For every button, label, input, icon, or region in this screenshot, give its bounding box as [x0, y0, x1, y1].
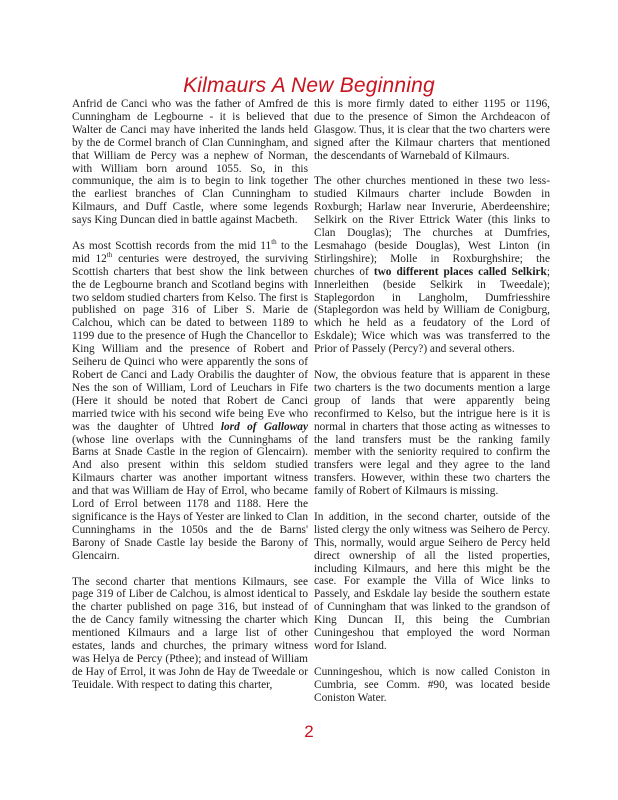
- paragraph-text: this is more firmly dated to either 1195 or 1196, due to the presence of Simon the Archdeacon of Glasgow. Thus, it is clear that the two charters were signed after the Kilmaur charters that mentioned the descendants of Warnebald of Kilmaurs.: [314, 98, 550, 162]
- paragraph-text: to the mid 12: [72, 239, 308, 265]
- paragraph: [314, 369, 550, 498]
- paragraph-text: Anfrid de Canci who was the father of Amfred de Cunningham de Legbourne - it is believed that Walter de Canci may have inherited the lands held by the de Cormel branch of Clan Cunningham, and that William de Percy was a nephew of Norman, with William born around 1055. So, in this communique, the aim is to begin to link together the earliest branches of Clan Cunningham to Kilmaurs, and Duff Castle, where some legends says King Duncan died in battle against Macbeth.: [72, 98, 308, 227]
- page-number: 2: [304, 722, 314, 741]
- emphasis-text: lord of Galloway: [220, 420, 308, 433]
- right-column: [314, 98, 550, 717]
- page-title: Kilmaurs A New Beginning: [183, 74, 435, 97]
- paragraph: [314, 175, 550, 356]
- paragraph: [72, 240, 308, 563]
- paragraph: [314, 98, 550, 163]
- paragraph-text: In addition, in the second charter, outside of the listed clergy the only witness was Seihero de Percy. This, normally, would argue Seihero de Percy held direct ownership of all the listed properties, including Kilmaurs, and here this might be the case. For example the Villa of Wice links to Passely, and Eskdale lay beside the southern estate of Cunningham that was linked to the grandson of King Duncan II, this being the Cumbrian Cuningeshou that employed the word Norman word for Island.: [314, 510, 550, 653]
- paragraph: [314, 666, 550, 705]
- paragraph-text: centuries were destroyed, the surviving Scottish charters that best show the link between the de Legbourne branch and Scotland begins with two seldom studied charters from Kelso. The first is published on page 316 of Liber S. Marie de Calchou, which can be dated to between 1189 to 1199 due to the presence of Hugh the Chancellor to King William and the presence of Robert and Seiheru de Quinci who were apparently the sons of Robert de Canci and Lady Orabilis the daughter of Nes the son of William, Lord of Leuchars in Fife (Here it should be noted that Robert de Canci married twice with his second wife being Eve who was the daughter of Uhtred: [72, 252, 308, 433]
- paragraph-text: Now, the obvious feature that is apparent in these two charters is the two documents mention a large group of lands that were apparently being reconfirmed to Kelso, but the intrigue here is it is normal in charters that those acting as witnesses to the land transfers must be the ranking family member with the seniority required to confirm the transfers were legal and they agree to the land transfers. However, within these two charters the family of Robert of Kilmaurs is missing.: [314, 369, 550, 498]
- paragraph-text: As most Scottish records from the mid 11: [72, 239, 272, 252]
- left-column: [72, 98, 308, 705]
- superscript: th: [271, 238, 277, 247]
- paragraph: [72, 98, 308, 227]
- paragraph: [72, 576, 308, 692]
- superscript: th: [106, 251, 113, 260]
- bold-text: two different places called Selkirk: [373, 265, 547, 278]
- paragraph: [314, 511, 550, 653]
- paragraph-text: (whose line overlaps with the Cunninghams of Barns at Snade Castle in the region of Glencairn). And also present within this seldom studied Kilmaurs charter was another important witness and that was William de Hay of Errol, who became Lord of Errol between 1178 and 1188. Here the significance is the Hays of Yester are linked to Clan Cunninghams in the 1050s and the de Barns' Barony of Snade Castle lay beside the Barony of Glencairn.: [72, 433, 308, 562]
- paragraph-text: Cunningeshou, which is now called Coniston in Cumbria, see Comm. #90, was located beside Coniston Water.: [314, 665, 550, 704]
- paragraph-text: ; Innerleithen (beside Selkirk in Tweedale); Staplegordon in Langholm, Dumfriesshire (Staplegordon was held by William de Conigburg, which he held as a feudatory of the Lord of Eskdale); Wice which was was transferred to the Prior of Passely (Percy?) and several others.: [314, 265, 551, 356]
- paragraph-text: The other churches mentioned in these two less-studied Kilmaurs charter include Bowden in Roxburgh; Harlaw near Inverurie, Aberdeenshire; Selkirk on the River Ettrick Water (this links to Clan Douglas); The churches at Dumfries, Lesmahago (beside Douglas), West Linton (in Stirlingshire); Molle in Roxburghshire; the churches of: [314, 175, 550, 278]
- paragraph-text: The second charter that mentions Kilmaurs, see page 319 of Liber de Calchou, is almost identical to the charter published on page 316, but instead of the de Cancy family witnessing the charter which mentioned Kilmaurs and a large list of other estates, lands and churches, the primary witness was Helya de Percy (Pthee); and instead of William de Hay of Errol, it was John de Hay de Tweedale or Teuidale. With respect to dating this charter,: [72, 575, 308, 691]
